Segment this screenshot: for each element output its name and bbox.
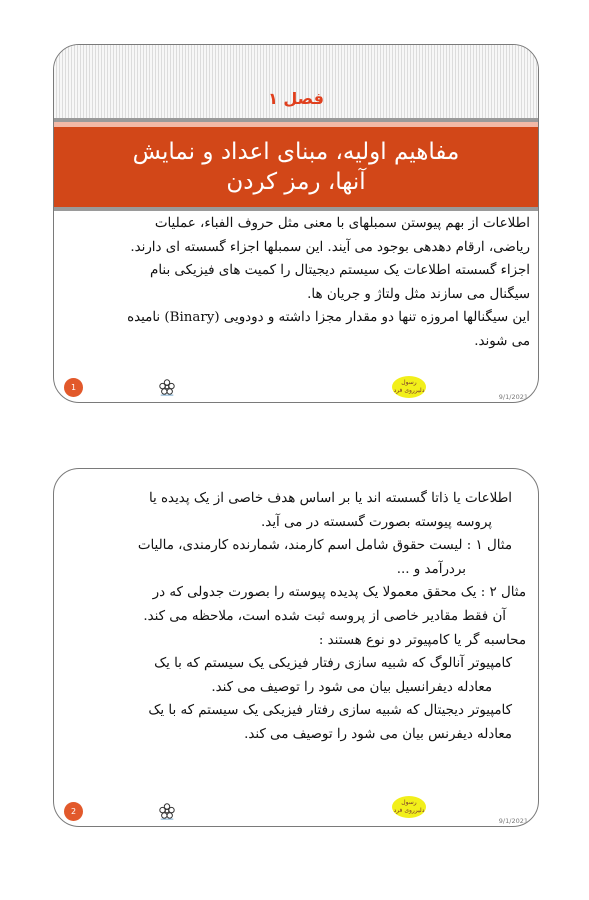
page-number-badge: 2 <box>64 802 83 821</box>
body-line: کامپیوتر آنالوگ که شبیه سازی رفتار فیزیکی یک سیستم که با یک <box>154 656 512 672</box>
university-logo-icon <box>158 378 176 396</box>
author-last-name: دلیرروی فرد <box>393 387 425 394</box>
body-line: معادله دیفرانسیل بیان می شود را توصیف می کند. <box>211 679 492 695</box>
slide-date: 9/1/2021 <box>498 393 528 401</box>
slide-body <box>58 212 530 353</box>
chapter-label: فصل ۱ <box>268 89 324 108</box>
body-line: معادله دیفرنس بیان می شود را توصیف می کند. <box>244 726 512 742</box>
body-line: کامپیوتر دیجیتال که شبیه سازی رفتار فیزیکی یک سیستم که با یک <box>148 703 512 719</box>
author-first-name: رسول <box>401 799 417 806</box>
body-line: آن فقط مقادیر خاصی از پروسه ثبت شده است، ملاحظه می کند. <box>143 608 506 624</box>
slide-2 <box>53 468 539 827</box>
title-line: آنها، رمز کردن <box>226 169 366 195</box>
slide-title <box>54 127 538 207</box>
author-badge <box>392 796 426 818</box>
body-line: مثال ۱ : لیست حقوق شامل اسم کارمند، شمارنده کارمندی، مالیات <box>137 538 512 554</box>
slide-date: 9/1/2021 <box>498 817 528 825</box>
author-last-name: دلیرروی فرد <box>393 807 425 814</box>
slide-1 <box>53 44 539 403</box>
slide-body <box>62 487 526 747</box>
body-line: بردرآمد و ... <box>396 561 466 577</box>
body-line: ریاضی، ارقام دهدهی بوجود می آیند. این سمبلها اجزاء گسسته ای دارند. <box>130 239 530 255</box>
body-line: مثال ۲ : یک محقق معمولا یک پدیده پیوسته را بصورت جدولی که در <box>152 585 526 601</box>
body-line: اطلاعات یا ذاتا گسسته اند یا بر اساس هدف خاصی از یک پدیده یا <box>148 491 512 506</box>
body-line: اطلاعات از بهم پیوستن سمبلهای با معنی مثل حروف الفباء، عملیات <box>154 216 530 231</box>
author-first-name: رسول <box>401 379 417 386</box>
body-line: اجزاء گسسته اطلاعات یک سیستم دیجیتال را کمیت های فیزیکی بنام <box>150 263 530 278</box>
divider-band <box>54 207 538 211</box>
body-line: سیگنال می سازند مثل ولتاژ و جریان ها. <box>307 286 530 302</box>
page-number-badge: 1 <box>64 378 83 397</box>
body-line: این سیگنالها امروزه تنها دو مقدار مجزا داشته و دودویی (Binary) نامیده <box>127 310 530 325</box>
body-line: می شوند. <box>474 333 530 349</box>
body-line: پروسه پیوسته بصورت گسسته در می آید. <box>261 514 492 530</box>
author-badge <box>392 376 426 398</box>
title-line: مفاهیم اولیه، مبنای اعداد و نمایش <box>132 139 460 165</box>
body-line: محاسبه گر یا کامپیوتر دو نوع هستند : <box>318 632 526 648</box>
university-logo-icon <box>158 802 176 820</box>
